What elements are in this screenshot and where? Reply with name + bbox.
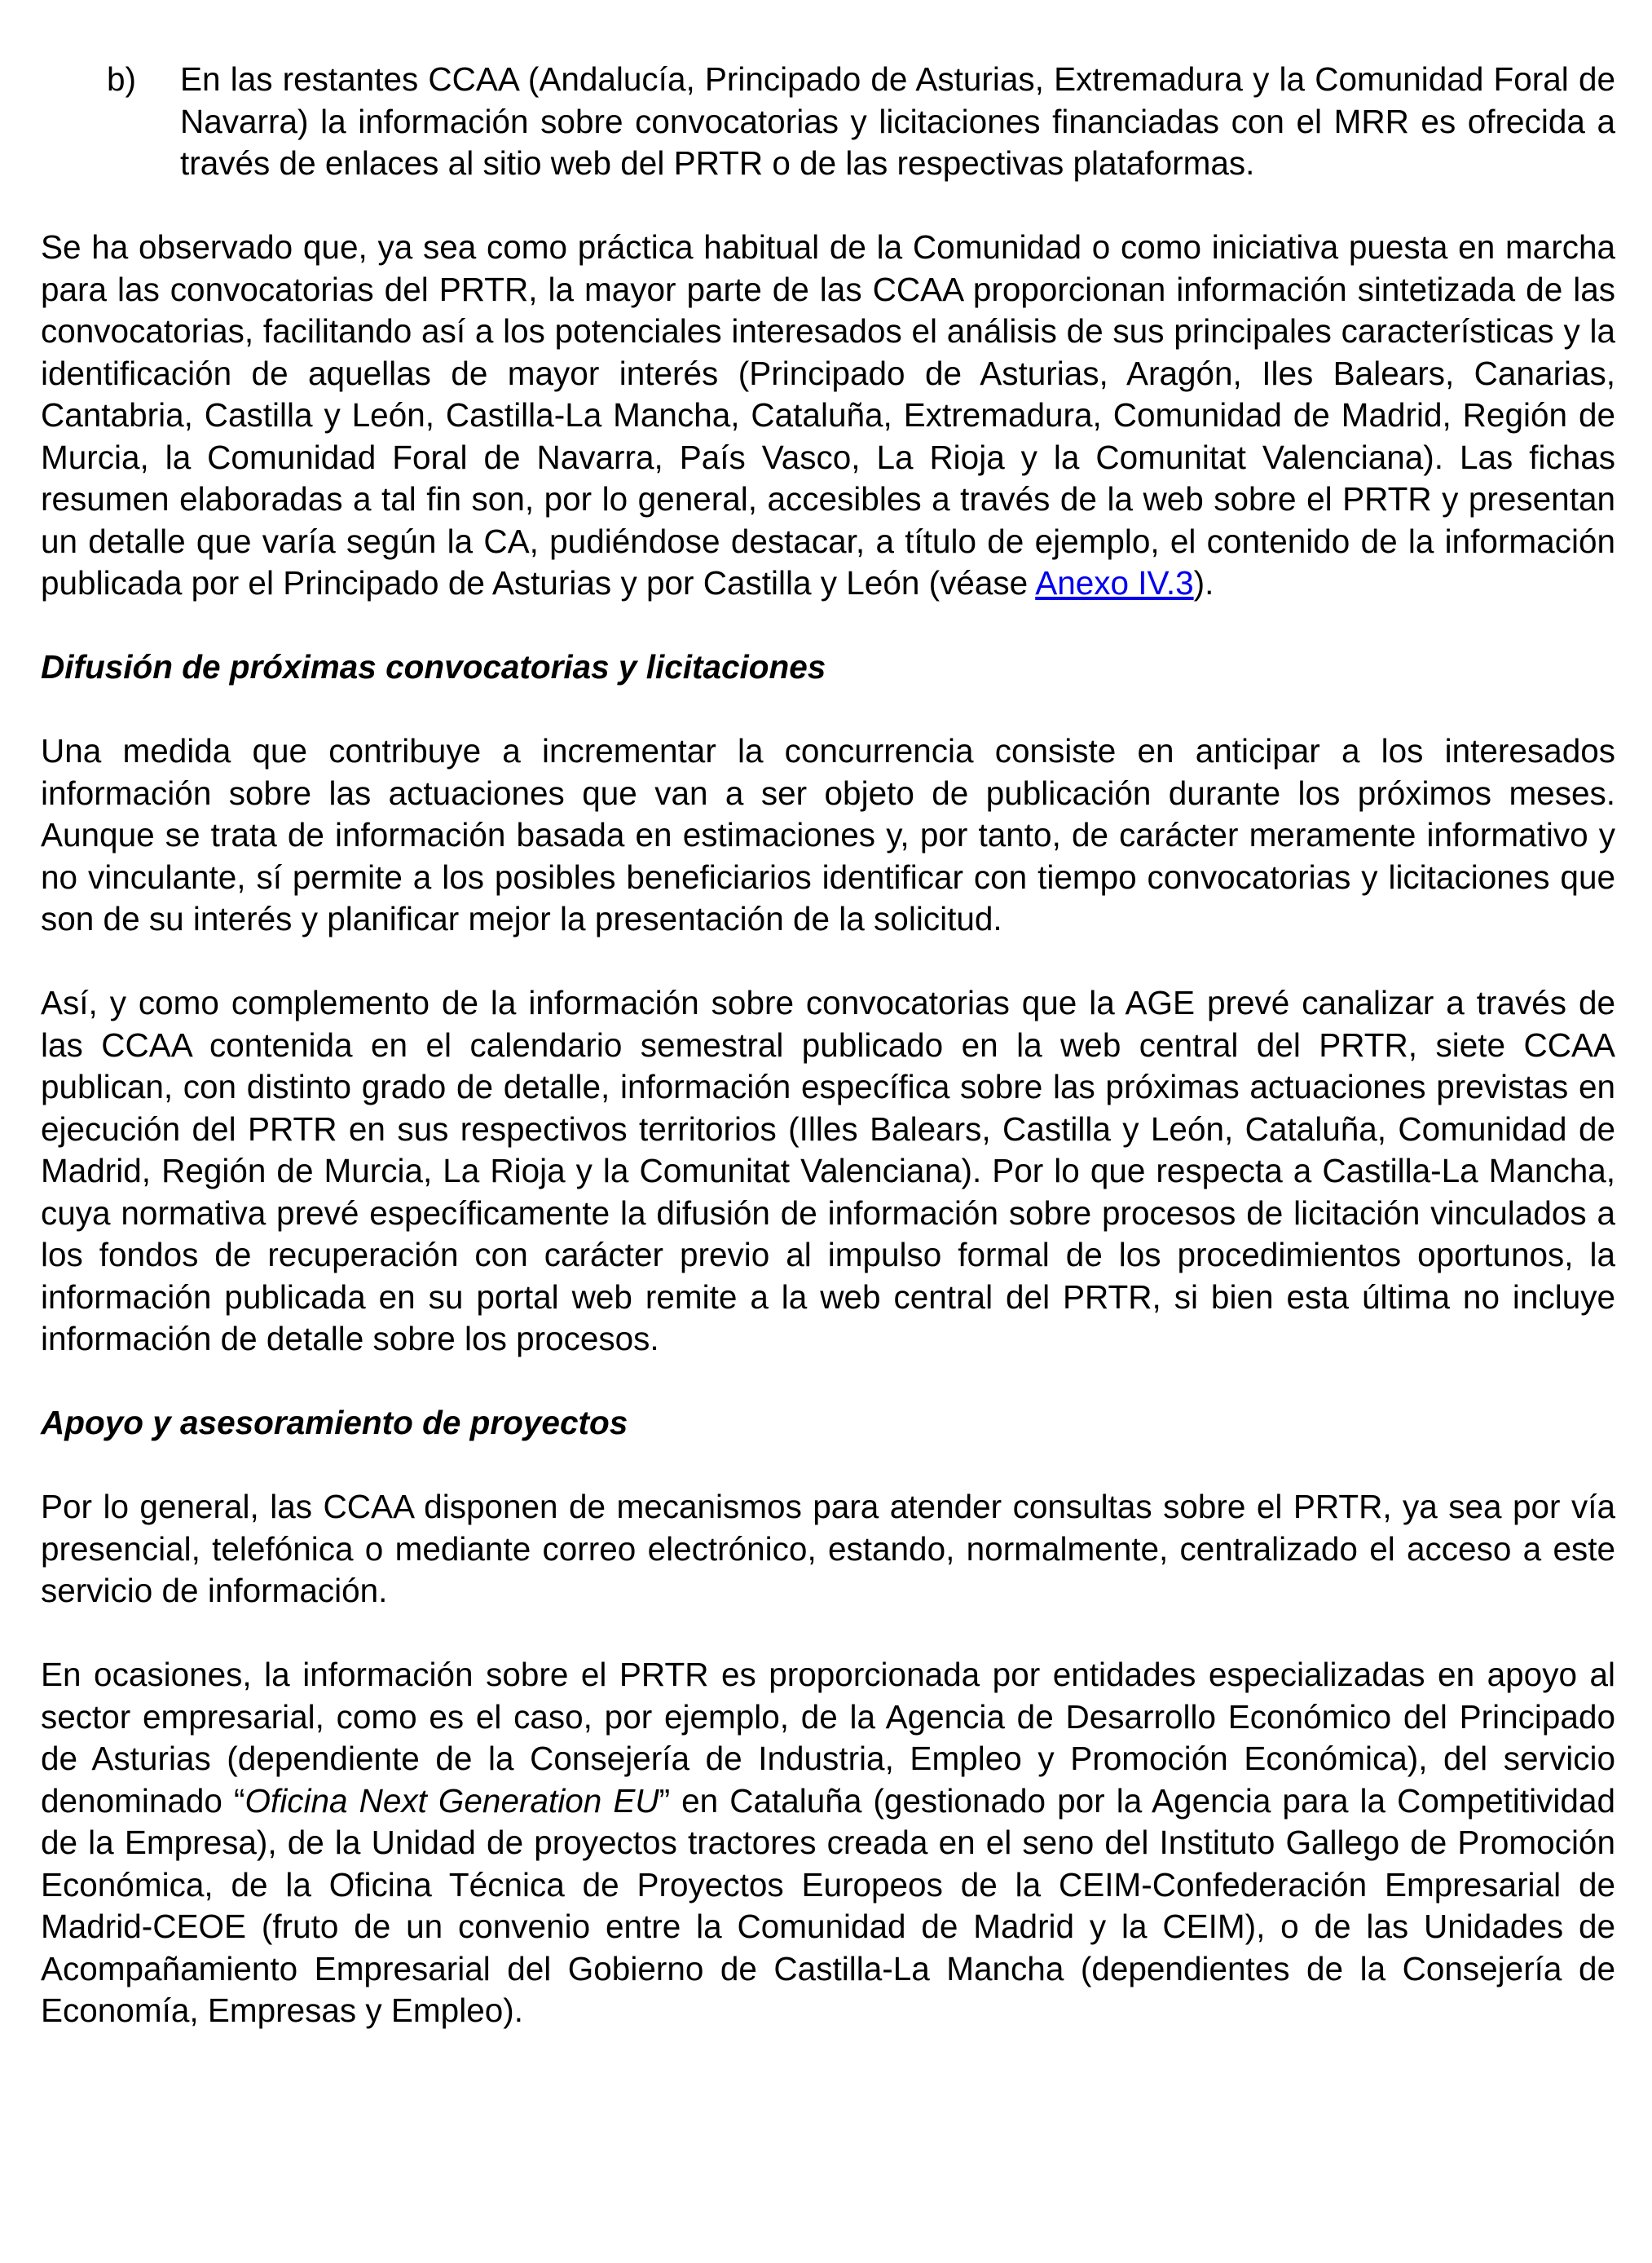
annex-link[interactable]: Anexo IV.3 (1035, 564, 1194, 602)
section-heading-difusion: Difusión de próximas convocatorias y licitaciones (41, 648, 826, 686)
paragraph-text: Se ha observado que, ya sea como práctica habitual de la Comunidad o como iniciativa puesta en marcha para las convocatorias del PRTR, la mayor parte de las CCAA proporcionan información sintetizada de las convocatorias, facilitando así a los potenciales interesados el análisis de sus principales características y la identificación de aquellas de mayor interés (Principado de Asturias, Aragón, Iles Balears, Canarias, Cantabria, Castilla y León, Castilla-La Mancha, Cataluña, Extremadura, Comunidad de Madrid, Región de Murcia, la Comunidad Foral de Navarra, País Vasco, La Rioja y la Comunitat Valenciana). Las fichas resumen elaboradas a tal fin son, por lo general, accesibles a través de la web sobre el PRTR y presentan un detalle que varía según la CA, pudiéndose destacar, a título de ejemplo, el contenido de la información publicada por el Principado de Asturias y por Castilla y León (véase (41, 228, 1615, 602)
document-page (41, 59, 1615, 2032)
list-marker: b) (107, 60, 137, 98)
paragraph-text-end: ” en Cataluña (gestionado por la Agencia para la Competitividad de la Empresa), de la Unidad de proyectos tractores creada en el seno del Instituto Gallego de Promoción Económica, de la Oficina Técnica de Proyectos Europeos de la CEIM-Confederación Empresarial de Madrid-CEOE (fruto de un convenio entre la Comunidad de Madrid y la CEIM), o de las Unidades de Acompañamiento Empresarial del Gobierno de Castilla-La Mancha (dependientes de la Consejería de Economía, Empresas y Empleo). (41, 1781, 1615, 2029)
list-item-text: En las restantes CCAA (Andalucía, Principado de Asturias, Extremadura y la Comunidad Foral de Navarra) la información sobre convocatorias y licitaciones financiadas con el MRR es ofrecida a través de enlaces al sitio web del PRTR o de las respectivas plataformas. (180, 60, 1615, 182)
paragraph-consultas: Por lo general, las CCAA disponen de mecanismos para atender consultas sobre el PRTR, ya sea por vía presencial, telefónica o mediante correo electrónico, estando, normalmente, centralizado el acceso a este servicio de información. (41, 1488, 1615, 1609)
paragraph-entidades (41, 1654, 1615, 2032)
paragraph-fichas-resumen (41, 227, 1615, 605)
emphasis-oficina: Oficina Next Generation EU (244, 1781, 659, 1820)
paragraph-text-end: ). (1193, 564, 1214, 602)
section-heading-apoyo: Apoyo y asesoramiento de proyectos (41, 1404, 628, 1441)
paragraph-complemento-age: Así, y como complemento de la información sobre convocatorias que la AGE prevé canalizar a través de las CCAA contenida en el calendario semestral publicado en la web central del PRTR, siete CCAA publican, con distinto grado de detalle, información específica sobre las próximas actuaciones previstas en ejecución del PRTR en sus respectivos territorios (Illes Balears, Castilla y León, Cataluña, Comunidad de Madrid, Región de Murcia, La Rioja y la Comunitat Valenciana). Por lo que respecta a Castilla-La Mancha, cuya normativa prevé específicamente la difusión de información sobre procesos de licitación vinculados a los fondos de recuperación con carácter previo al impulso formal de los procedimientos oportunos, la información publicada en su portal web remite a la web central del PRTR, si bien esta última no incluye información de detalle sobre los procesos. (41, 984, 1615, 1357)
paragraph-medida-concurrencia: Una medida que contribuye a incrementar la concurrencia consiste en anticipar a los interesados información sobre las actuaciones que van a ser objeto de publicación durante los próximos meses. Aunque se trata de información basada en estimaciones y, por tanto, de carácter meramente informativo y no vinculante, sí permite a los posibles beneficiarios identificar con tiempo convocatorias y licitaciones que son de su interés y planificar mejor la presentación de la solicitud. (41, 732, 1615, 937)
paragraph-text: En ocasiones, la información sobre el PRTR es proporcionada por entidades especializadas en apoyo al sector empresarial, como es el caso, por ejemplo, de la Agencia de Desarrollo Económico del Principado de Asturias (dependiente de la Consejería de Industria, Empleo y Promoción Económica), del servicio denominado “ (41, 1656, 1615, 1820)
list-item-b (41, 59, 1615, 185)
